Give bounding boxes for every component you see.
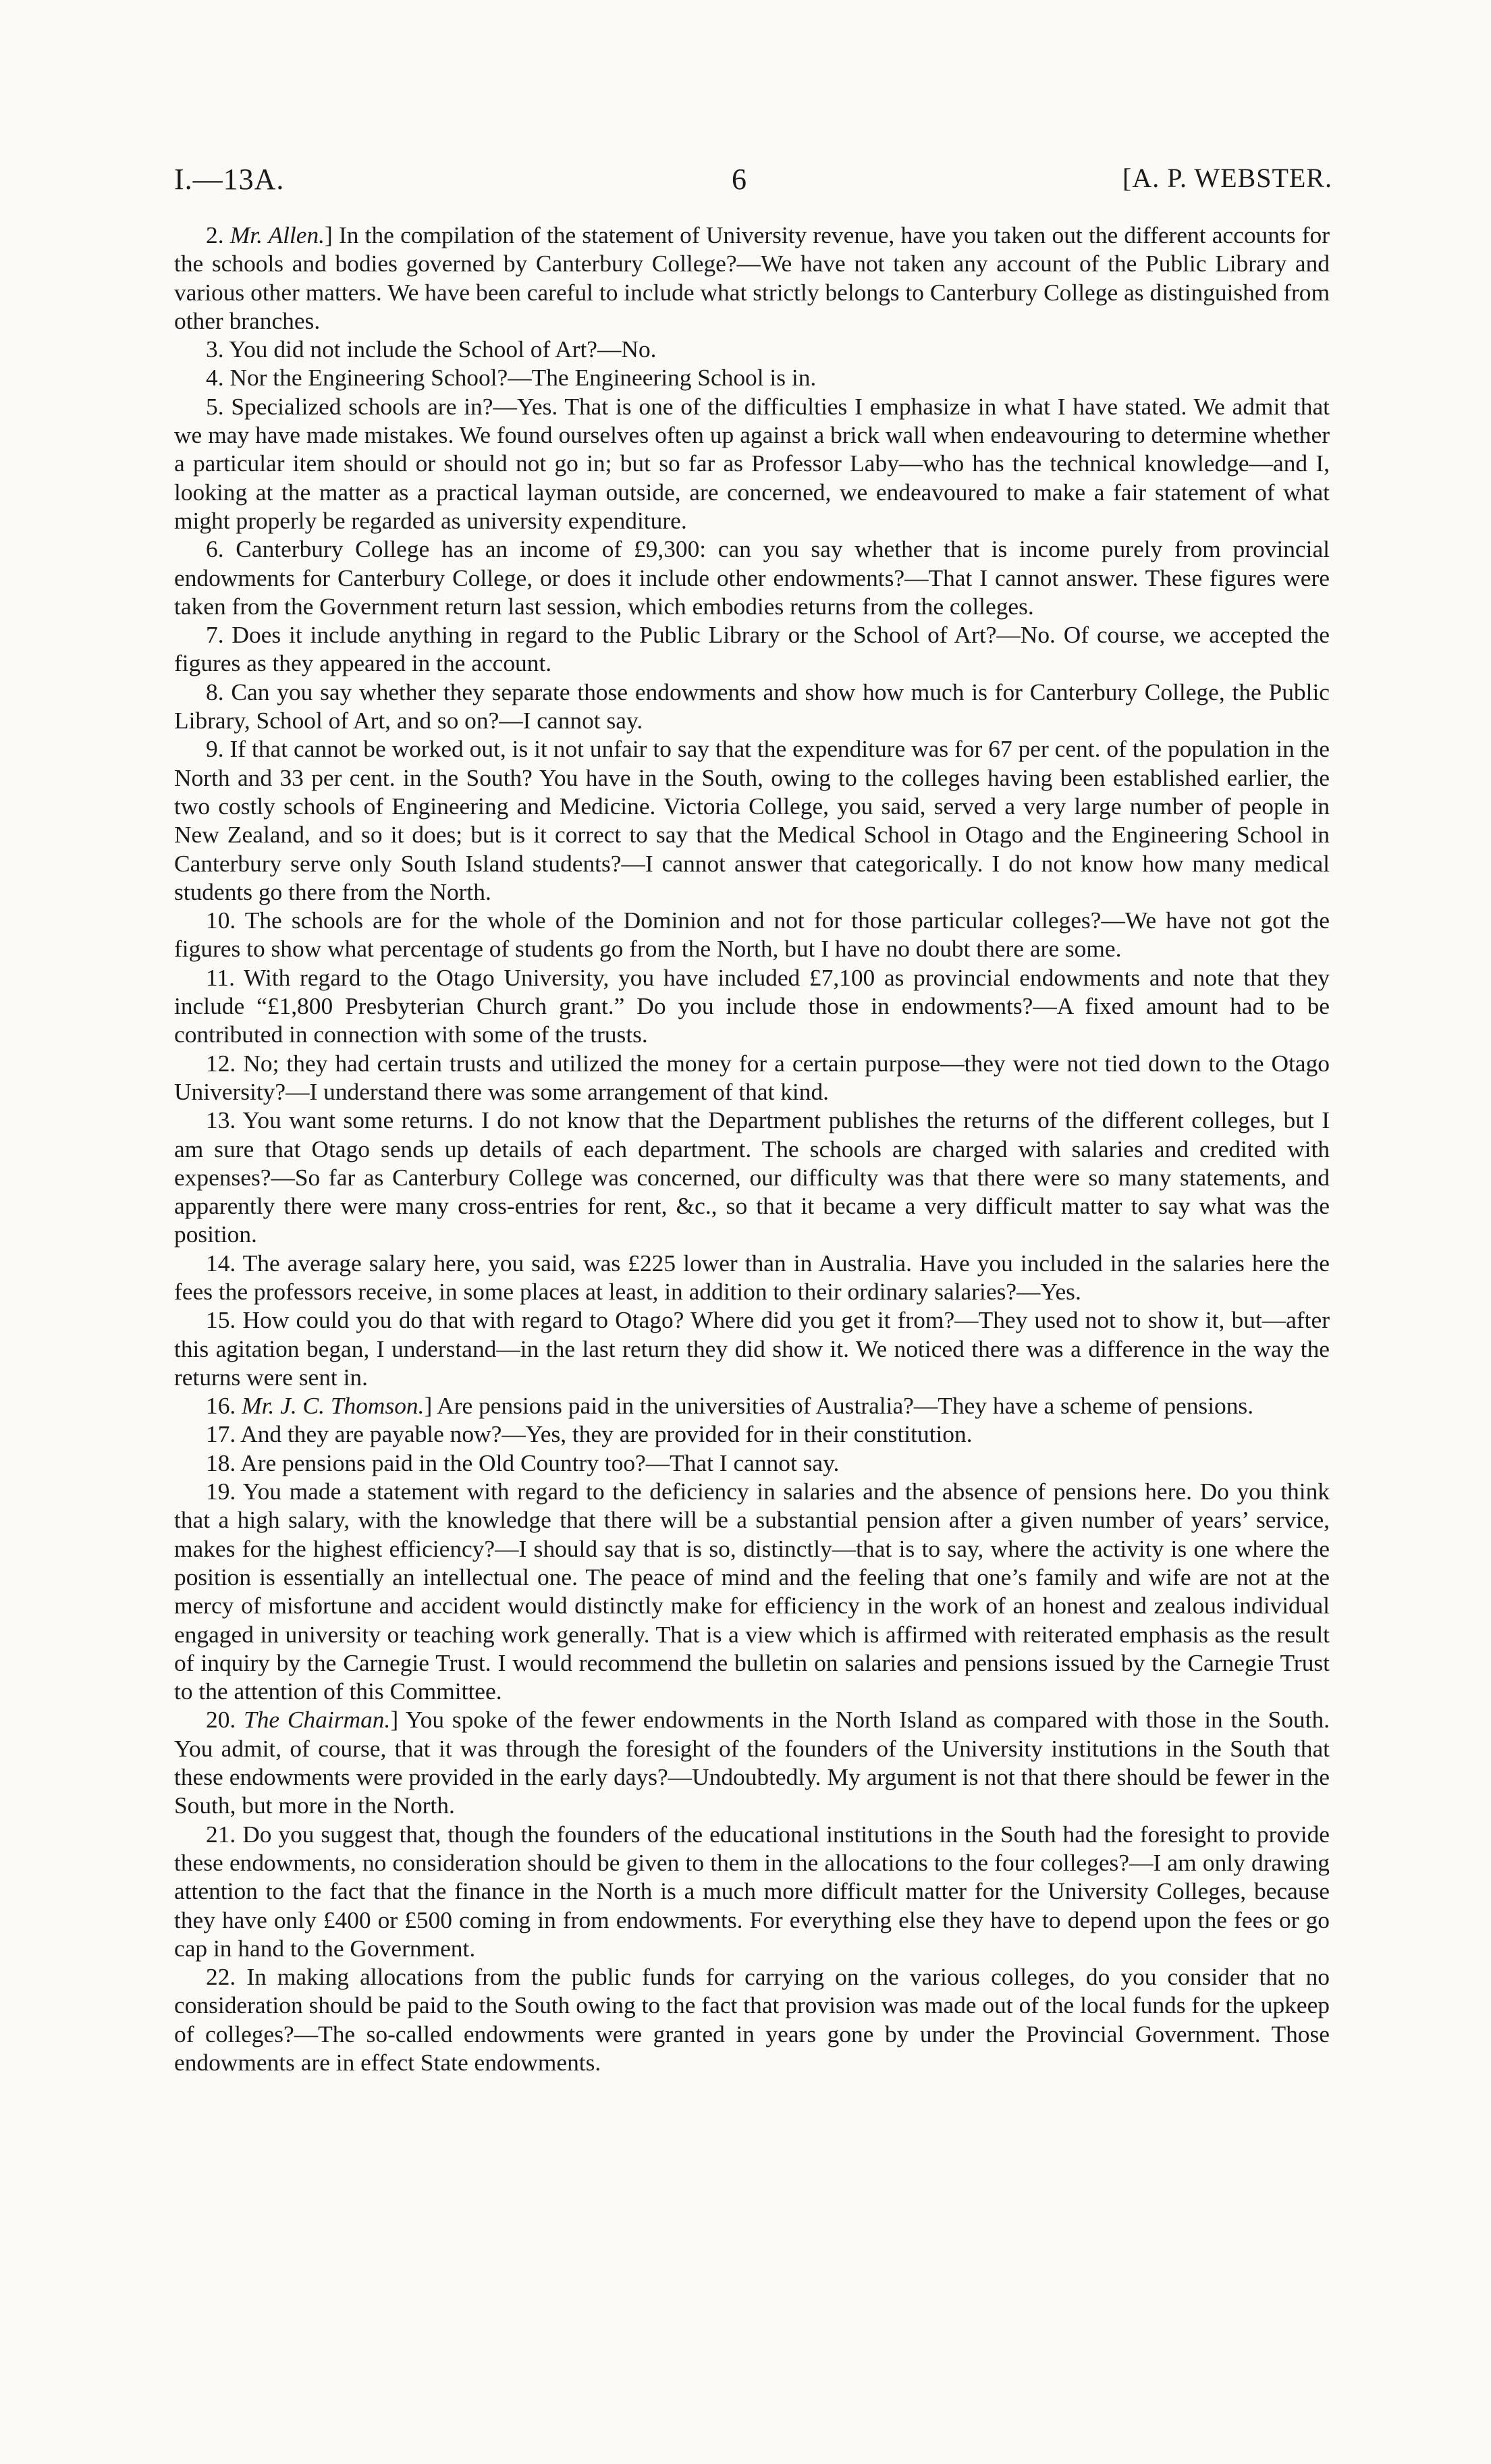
question-paragraph xyxy=(174,335,1330,363)
question-number: 8. xyxy=(206,678,224,705)
question-paragraph xyxy=(174,678,1330,735)
speaker-name: Mr. Allen. xyxy=(229,221,325,248)
question-paragraph xyxy=(174,1477,1330,1705)
question-number: 11. xyxy=(206,963,235,991)
question-paragraph xyxy=(174,535,1330,620)
question-answer-text: In making allocations from the public funds for carrying on the various colleges, do you consider that no consideration should be paid to the South owing to the fact that provision was made out of the local funds for the upkeep of colleges?—The so-called endowments were granted in years gone by under the Provincial Government. Those endowments are in effect State endowments. xyxy=(174,1963,1330,2076)
question-number: 6. xyxy=(206,535,224,563)
question-paragraph xyxy=(174,1049,1330,1106)
question-answer-text: You did not include the School of Art?—No. xyxy=(229,336,657,363)
speaker-name: Mr. J. C. Thomson. xyxy=(242,1392,425,1420)
question-number: 18. xyxy=(206,1449,236,1476)
question-number: 13. xyxy=(206,1106,236,1134)
question-answer-text: You want some returns. I do not know that the Department publishes the returns of the different colleges, but I am sure that Otago sends up details of each department. The schools are charged with salaries and credited with expenses?—So far as Canterbury College was concerned, our difficulty was that there were so many statements, and apparently there were many cross-entries for rent, &c., so that it became a very difficult matter to say what was the position. xyxy=(174,1106,1330,1248)
question-number: 21. xyxy=(206,1820,236,1848)
question-paragraph xyxy=(174,1820,1330,1962)
question-paragraph xyxy=(174,963,1330,1049)
question-answer-text: In the compilation of the statement of University revenue, have you taken out the different accounts for the schools and bodies governed by Canterbury College?—We have not taken any account of the Public Library and various other matters. We have been careful to include what strictly belongs to Canterbury College as distinguished from other branches. xyxy=(174,221,1330,334)
question-paragraph xyxy=(174,620,1330,678)
question-number: 4. xyxy=(206,364,224,392)
question-paragraph xyxy=(174,1249,1330,1306)
question-paragraph xyxy=(174,392,1330,535)
question-number: 15. xyxy=(206,1306,236,1334)
page-header xyxy=(174,162,1332,203)
question-paragraph xyxy=(174,1306,1330,1391)
question-answer-text: With regard to the Otago University, you have included £7,100 as provincial endowments and note that they include “£1,800 Presbyterian Church grant.” Do you include those in endowments?—A fixed amount had to be contributed in connection with some of the trusts. xyxy=(174,963,1330,1048)
question-paragraph xyxy=(174,221,1330,335)
question-answer-text: And they are payable now?—Yes, they are provided for in their constitution. xyxy=(240,1420,973,1448)
question-paragraph xyxy=(174,1391,1330,1420)
question-answer-text: The average salary here, you said, was £225 lower than in Australia. Have you included in the salaries here the fees the professors receive, in some places at least, in addition to their ordinary salaries?—Yes. xyxy=(174,1249,1330,1305)
question-number: 10. xyxy=(206,907,236,934)
question-answer-text: The schools are for the whole of the Dominion and not for those particular colleges?—We have not got the figures to show what percentage of students go from the North, but I have no doubt there are some. xyxy=(174,907,1330,963)
question-answer-text: Are pensions paid in the Old Country too?—That I cannot say. xyxy=(240,1449,840,1476)
question-paragraph xyxy=(174,1106,1330,1248)
question-paragraph xyxy=(174,1449,1330,1477)
question-paragraph xyxy=(174,1420,1330,1448)
question-number: 5. xyxy=(206,392,224,420)
page-number: 6 xyxy=(732,163,747,196)
question-number: 12. xyxy=(206,1049,236,1077)
question-number: 19. xyxy=(206,1478,236,1505)
question-paragraph xyxy=(174,734,1330,906)
question-paragraph xyxy=(174,1962,1330,2077)
question-answer-text: Canterbury College has an income of £9,300: can you say whether that is income purely from provincial endowments for Canterbury College, or does it include other endowments?—That I cannot answer. These figures were taken from the Government return last session, which embodies returns from the colleges. xyxy=(174,535,1330,620)
document-reference: I.—13A. xyxy=(174,163,285,196)
speaker-bracket: ] xyxy=(325,221,333,248)
question-number: 22. xyxy=(206,1963,236,1991)
question-paragraph xyxy=(174,906,1330,963)
question-number: 2. xyxy=(206,221,224,248)
question-paragraph xyxy=(174,363,1330,392)
question-number: 20. xyxy=(206,1706,236,1734)
question-number: 3. xyxy=(206,336,224,363)
minutes-body xyxy=(174,221,1330,2077)
speaker-bracket: ] xyxy=(424,1392,433,1420)
question-answer-text: Do you suggest that, though the founders of the educational institutions in the South had the foresight to provide these endowments, no consideration should be given to them in the allocations to the four colleges?—I am only drawing attention to the fact that the finance in the North is a much more difficult matter for the University Colleges, because they have only £400 or £500 coming in from endowments. For everything else they have to depend upon the fees or go cap in hand to the Government. xyxy=(174,1820,1330,1962)
question-answer-text: Specialized schools are in?—Yes. That is one of the difficulties I emphasize in what I have stated. We admit that we may have made mistakes. We found ourselves often up against a brick wall when endeavouring to determine whether a particular item should or should not go in; but so far as Professor Laby—who has the technical knowledge—and I, looking at the matter as a practical layman outside, are concerned, we endeavoured to make a fair statement of what might properly be regarded as university expenditure. xyxy=(174,392,1330,534)
question-answer-text: How could you do that with regard to Otago? Where did you get it from?—They used not to show it, but—after this agitation began, I understand—in the last return they did show it. We noticed there was a difference in the way the returns were sent in. xyxy=(174,1306,1330,1391)
question-answer-text: If that cannot be worked out, is it not unfair to say that the expenditure was for 67 per cent. of the population in the North and 33 per cent. in the South? You have in the South, owing to the colleges having been established earlier, the two costly schools of Engineering and Medicine. Victoria College, you said, served a very large number of people in New Zealand, and so it does; but is it correct to say that the Medical School in Otago and the Engineering School in Canterbury serve only South Island students?—I cannot answer that categorically. I do not know how many medical students go there from the North. xyxy=(174,735,1330,905)
question-answer-text: You made a statement with regard to the deficiency in salaries and the absence of pensions here. Do you think that a high salary, with the knowledge that there will be a substantial pension after a given number of years’ service, makes for the highest efficiency?—I should say that is so, distinctly—that is to say, where the activity is one where the position is essentially an intellectual one. The peace of mind and the feeling that one’s family and wife are not at the mercy of misfortune and accident would distinctly make for efficiency in the work of an honest and zealous individual engaged in university or teaching work generally. That is a view which is affirmed with reiterated emphasis as the result of inquiry by the Carnegie Trust. I would recommend the bulletin on salaries and pensions issued by the Carnegie Trust to the attention of this Committee. xyxy=(174,1478,1330,1705)
question-answer-text: Can you say whether they separate those endowments and show how much is for Canterbury College, the Public Library, School of Art, and so on?—I cannot say. xyxy=(174,678,1330,734)
question-answer-text: Does it include anything in regard to the Public Library or the School of Art?—No. Of course, we accepted the figures as they appeared in the account. xyxy=(174,621,1330,677)
question-answer-text: Nor the Engineering School?—The Engineering School is in. xyxy=(229,364,817,392)
question-number: 7. xyxy=(206,621,224,649)
question-number: 16. xyxy=(206,1392,236,1420)
question-answer-text: No; they had certain trusts and utilized the money for a certain purpose—they were not tied down to the Otago University?—I understand there was some arrangement of that kind. xyxy=(174,1049,1330,1105)
question-number: 9. xyxy=(206,735,224,763)
question-paragraph xyxy=(174,1705,1330,1819)
witness-name: [A. P. WEBSTER. xyxy=(1122,163,1332,193)
speaker-name: The Chairman. xyxy=(244,1706,391,1734)
question-number: 14. xyxy=(206,1249,236,1277)
speaker-bracket: ] xyxy=(390,1706,399,1734)
question-number: 17. xyxy=(206,1420,236,1448)
question-answer-text: Are pensions paid in the universities of Australia?—They have a scheme of pensions. xyxy=(437,1392,1254,1420)
question-answer-text: You spoke of the fewer endowments in the North Island as compared with those in the South. You admit, of course, that it was through the foresight of the founders of the University institutions in the South that these endowments were provided in the early days?—Undoubtedly. My argument is not that there should be fewer in the South, but more in the North. xyxy=(174,1706,1330,1819)
